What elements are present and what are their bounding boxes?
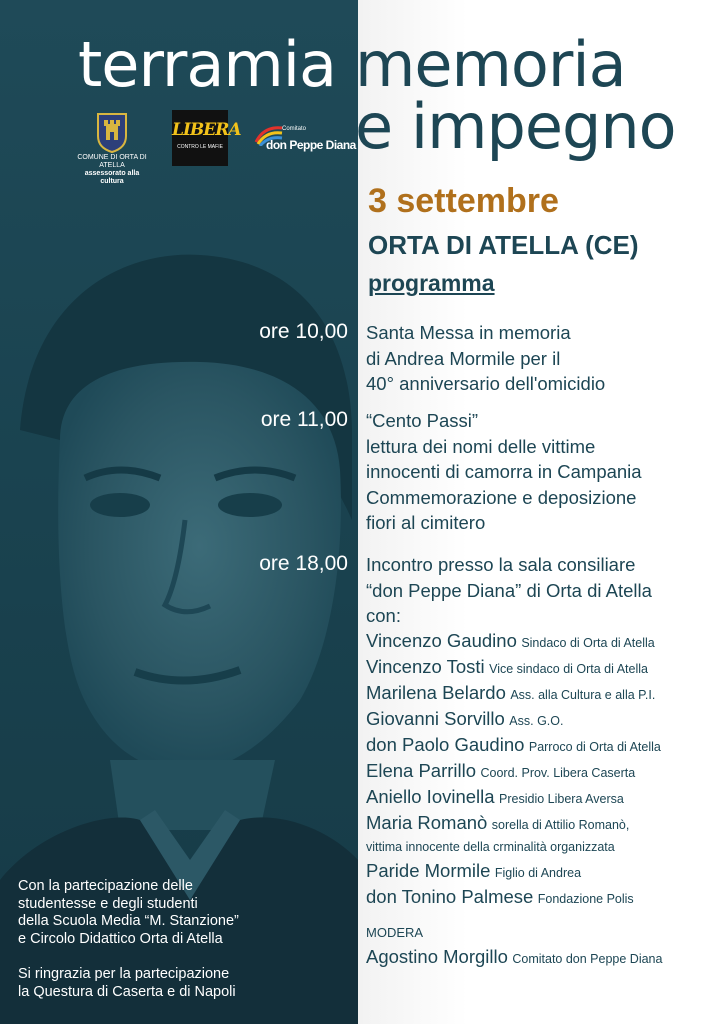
guest-name: Giovanni Sorvillo bbox=[366, 708, 505, 729]
schedule-line: 40° anniversario dell'omicidio bbox=[366, 373, 606, 394]
guest-name: Vincenzo Gaudino bbox=[366, 630, 517, 651]
guest-role: Presidio Libera Aversa bbox=[499, 792, 624, 806]
moderator-role: Comitato don Peppe Diana bbox=[512, 952, 663, 966]
guest-role: Ass. alla Cultura e alla P.I. bbox=[510, 688, 656, 702]
libera-logo-sub: CONTRO LE MAFIE bbox=[177, 144, 223, 150]
comitato-logo-line2: don Peppe Diana bbox=[266, 138, 356, 152]
participation-note bbox=[18, 878, 348, 948]
schedule-line: innocenti di camorra in Campania bbox=[366, 461, 642, 482]
programma-heading: programma bbox=[368, 270, 495, 296]
schedule-line: Incontro presso la sala consiliare bbox=[366, 554, 636, 575]
guest-role: Sindaco di Orta di Atella bbox=[521, 636, 655, 650]
libera-logo-icon bbox=[172, 110, 241, 166]
guest-name: Aniello Iovinella bbox=[366, 786, 495, 807]
moderator-label: MODERA bbox=[366, 925, 424, 940]
schedule-desc-3 bbox=[366, 552, 716, 629]
guest-name: Marilena Belardo bbox=[366, 682, 506, 703]
title-word-terramia: terramia bbox=[78, 28, 336, 101]
guest-role: Figlio di Andrea bbox=[494, 866, 582, 880]
schedule-line: Santa Messa in memoria bbox=[366, 322, 571, 343]
comitato-logo-line1: Comitato bbox=[282, 126, 307, 132]
guest-role: Vice sindaco di Orta di Atella bbox=[489, 662, 648, 676]
schedule-line: di Andrea Mormile per il bbox=[366, 347, 561, 369]
guest-role: Coord. Prov. Libera Caserta bbox=[480, 766, 636, 780]
schedule-line: fiori al cimitero bbox=[366, 512, 486, 533]
guest-name: Elena Parrillo bbox=[366, 760, 477, 781]
guest-role: Fondazione Polis bbox=[537, 892, 634, 906]
municipal-crest-icon bbox=[94, 110, 130, 154]
event-date: 3 settembre bbox=[368, 182, 559, 220]
footer-line: della Scuola Media “M. Stanzione” bbox=[18, 913, 239, 929]
guest-item bbox=[366, 812, 629, 834]
event-city: ORTA DI ATELLA (CE) bbox=[368, 230, 639, 260]
guest-name: don Tonino Palmese bbox=[366, 886, 534, 907]
schedule-line: “don Peppe Diana” di Orta di Atella bbox=[366, 579, 652, 601]
libera-logo-text: LIBERA bbox=[172, 120, 241, 140]
guest-item bbox=[366, 656, 648, 678]
moderator-name: Agostino Morgillo bbox=[366, 946, 508, 967]
schedule-time-3: ore 18,00 bbox=[259, 552, 348, 575]
footer-line: Con la partecipazione delle bbox=[18, 878, 193, 894]
guest-item bbox=[366, 630, 655, 652]
footer-line: Si ringrazia per la partecipazione bbox=[18, 966, 230, 982]
guest-item bbox=[366, 860, 581, 882]
schedule-line: Commemorazione e deposizione bbox=[366, 486, 637, 508]
guest-name: don Paolo Gaudino bbox=[366, 734, 525, 755]
thanks-note bbox=[18, 966, 348, 1001]
guest-item bbox=[366, 682, 655, 704]
schedule-desc-2 bbox=[366, 408, 716, 536]
footer-line: e Circolo Didattico Orta di Atella bbox=[18, 930, 223, 947]
title-word-memoria: memoria bbox=[355, 28, 626, 101]
guest-item bbox=[366, 734, 661, 756]
footer-line: studentesse e degli studenti bbox=[18, 895, 198, 912]
guest-item bbox=[366, 786, 624, 808]
logo-comune bbox=[74, 110, 150, 186]
guest-role: sorella di Attilio Romanò, bbox=[491, 818, 630, 832]
guest-item bbox=[366, 760, 635, 782]
title-word-impegno: e impegno bbox=[355, 90, 676, 163]
guest-item bbox=[366, 886, 634, 908]
guest-name: Vincenzo Tosti bbox=[366, 656, 485, 677]
schedule-line: lettura dei nomi delle vittime bbox=[366, 435, 596, 457]
schedule-time-2: ore 11,00 bbox=[260, 408, 348, 431]
footer-line: la Questura di Caserta e di Napoli bbox=[18, 983, 236, 1000]
moderator-item bbox=[366, 946, 662, 968]
guest-note: vittima innocente della crminalità organizzata bbox=[366, 840, 615, 854]
guest-name: Maria Romanò bbox=[366, 812, 488, 833]
guest-name: Paride Mormile bbox=[366, 860, 491, 881]
schedule-time-1: ore 10,00 bbox=[259, 320, 348, 343]
schedule-line: “Cento Passi” bbox=[366, 410, 479, 431]
guest-role: Ass. G.O. bbox=[509, 714, 564, 728]
guest-item bbox=[366, 708, 563, 730]
guest-role: Parroco di Orta di Atella bbox=[528, 740, 661, 754]
logo-comune-sub: assessorato alla cultura bbox=[84, 170, 140, 186]
schedule-desc-1 bbox=[366, 320, 716, 397]
schedule-line: con: bbox=[366, 605, 401, 626]
logo-comune-name: COMUNE DI ORTA DI ATELLA bbox=[77, 154, 147, 170]
